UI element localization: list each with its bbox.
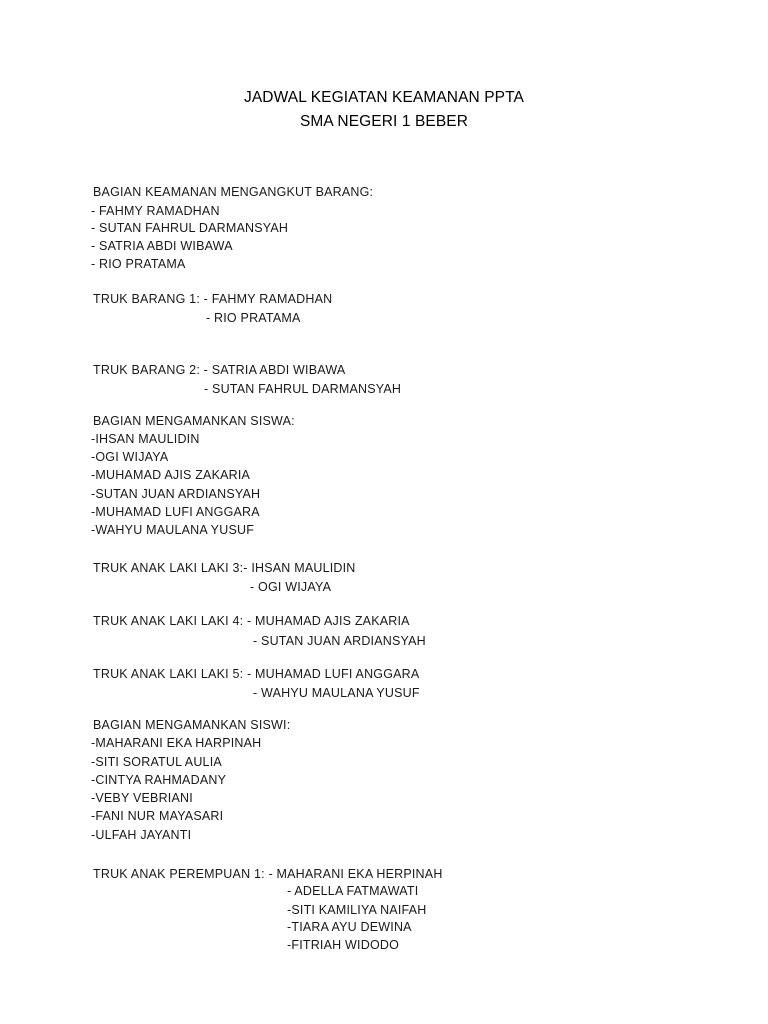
list-item: -MUHAMAD LUFI ANGGARA	[91, 505, 260, 519]
truck-assignment-member: - RIO PRATAMA	[206, 311, 301, 325]
section-heading-siswa: BAGIAN MENGAMANKAN SISWA:	[93, 414, 295, 428]
list-item: -CINTYA RAHMADANY	[91, 773, 227, 787]
list-item: -ULFAH JAYANTI	[91, 828, 192, 842]
truck-assignment-member: - SUTAN FAHRUL DARMANSYAH	[204, 382, 402, 396]
list-item: - SUTAN FAHRUL DARMANSYAH	[91, 221, 289, 235]
truck-assignment-member: - OGI WIJAYA	[250, 580, 332, 594]
list-item: -FANI NUR MAYASARI	[91, 809, 224, 823]
list-item: -OGI WIJAYA	[91, 450, 169, 464]
truck-assignment-heading: TRUK ANAK PEREMPUAN 1: - MAHARANI EKA HERPINAH	[93, 867, 443, 881]
truck-assignment-heading: TRUK ANAK LAKI LAKI 3:- IHSAN MAULIDIN	[93, 561, 356, 575]
truck-assignment-heading: TRUK BARANG 2: - SATRIA ABDI WIBAWA	[93, 363, 346, 377]
truck-assignment-member: -FITRIAH WIDODO	[287, 938, 400, 952]
list-item: - SATRIA ABDI WIBAWA	[91, 239, 233, 253]
truck-assignment-heading: TRUK ANAK LAKI LAKI 4: - MUHAMAD AJIS ZAKARIA	[93, 614, 410, 628]
truck-assignment-heading: TRUK BARANG 1: - FAHMY RAMADHAN	[93, 292, 333, 306]
list-item: -VEBY VEBRIANI	[91, 791, 193, 805]
list-item: -SITI SORATUL AULIA	[91, 755, 222, 769]
list-item: - RIO PRATAMA	[91, 257, 186, 271]
list-item: -SUTAN JUAN ARDIANSYAH	[91, 487, 261, 501]
truck-assignment-heading: TRUK ANAK LAKI LAKI 5: - MUHAMAD LUFI ANGGARA	[93, 667, 420, 681]
section-heading-siswi: BAGIAN MENGAMANKAN SISWI:	[93, 718, 291, 732]
list-item: -WAHYU MAULANA YUSUF	[91, 523, 255, 537]
truck-assignment-member: -SITI KAMILIYA NAIFAH	[287, 903, 427, 917]
section-heading-barang: BAGIAN KEAMANAN MENGANGKUT BARANG:	[93, 185, 374, 199]
truck-assignment-member: - ADELLA FATMAWATI	[287, 884, 419, 898]
truck-assignment-member: - SUTAN JUAN ARDIANSYAH	[253, 634, 426, 648]
list-item: -MAHARANI EKA HARPINAH	[91, 736, 262, 750]
list-item: -IHSAN MAULIDIN	[91, 432, 200, 446]
document-title: JADWAL KEGIATAN KEAMANAN PPTA	[244, 89, 524, 106]
list-item: -MUHAMAD AJIS ZAKARIA	[91, 468, 251, 482]
truck-assignment-member: - WAHYU MAULANA YUSUF	[253, 686, 420, 700]
truck-assignment-member: -TIARA AYU DEWINA	[287, 920, 412, 934]
list-item: - FAHMY RAMADHAN	[91, 204, 220, 218]
document-subtitle: SMA NEGERI 1 BEBER	[299, 113, 469, 130]
